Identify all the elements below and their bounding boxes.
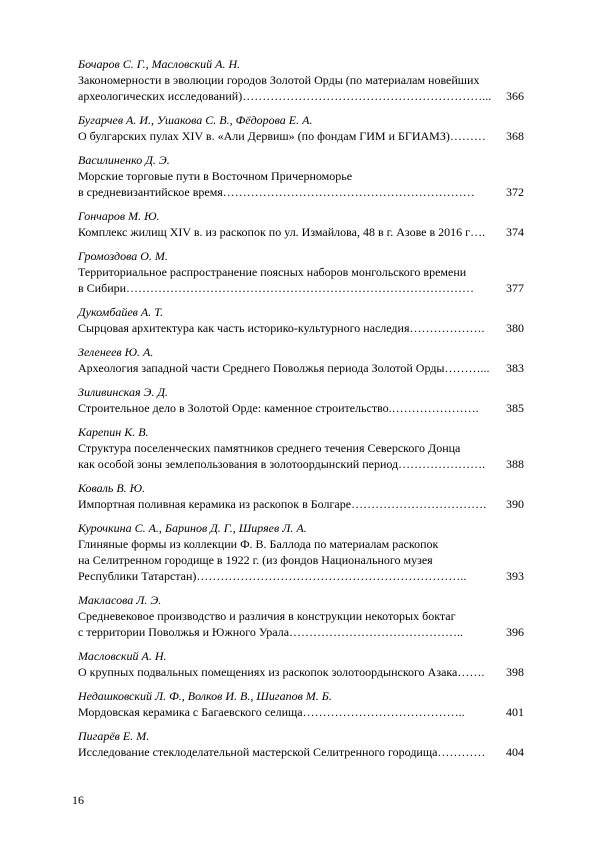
toc-entry-authors: Громоздова О. М. bbox=[78, 249, 168, 263]
toc-entry bbox=[78, 384, 524, 416]
toc-entry-title-text: О крупных подвальных помещениях из раскопок золотоордынского Азака……. bbox=[78, 665, 485, 679]
toc-entry-title-line bbox=[78, 88, 524, 104]
toc-entry-title-line bbox=[78, 664, 524, 680]
toc-entry-authors: Пигарёв Е. М. bbox=[78, 729, 150, 743]
toc-entry-title-text: Республики Татарстан)………………………………………………………….. bbox=[78, 569, 467, 583]
toc-entry-title-text: с территории Поволжья и Южного Урала…………………………………….. bbox=[78, 625, 464, 639]
toc-entry-title-text: археологических исследований)……………………………………………………... bbox=[78, 89, 492, 103]
toc-entry-page-number: 404 bbox=[506, 745, 524, 759]
toc-entry-title-text: Морские торговые пути в Восточном Причерноморье bbox=[78, 169, 353, 183]
toc-entry bbox=[78, 56, 524, 104]
toc-entry-title-text: Глиняные формы из коллекции Ф. В. Баллода по материалам раскопок bbox=[78, 537, 439, 551]
toc-entry-page-number: 396 bbox=[506, 625, 524, 639]
toc-entry-authors: Курочкина С. А., Баринов Д. Г., Ширяев Л. А. bbox=[78, 521, 307, 535]
toc-entry-page-number: 374 bbox=[506, 225, 524, 239]
toc-entry-title-line bbox=[78, 536, 524, 552]
toc-entry-page-number: 372 bbox=[506, 185, 524, 199]
toc-entry-page-number: 398 bbox=[506, 665, 524, 679]
toc-entry-title-line bbox=[78, 744, 524, 760]
toc-entry bbox=[78, 344, 524, 376]
toc-entry bbox=[78, 304, 524, 336]
toc-entry-page-number: 385 bbox=[506, 401, 524, 415]
page-number: 16 bbox=[72, 793, 84, 807]
toc-entry bbox=[78, 248, 524, 296]
toc-entry-page-number: 380 bbox=[506, 321, 524, 335]
toc-entry-page-number: 377 bbox=[506, 281, 524, 295]
toc-entry-authors: Масловский А. Н. bbox=[78, 649, 167, 663]
toc-entry-title-text: Структура поселенческих памятников среднего течения Северского Донца bbox=[78, 441, 461, 455]
toc-entry bbox=[78, 728, 524, 760]
toc-entry-page-number: 388 bbox=[506, 457, 524, 471]
toc-entry-authors: Карепин К. В. bbox=[78, 425, 149, 439]
toc-entry-title-line bbox=[78, 496, 524, 512]
toc-entry-page-number: 393 bbox=[506, 569, 524, 583]
toc-entry-title-text: Средневековое производство и различия в конструкции некоторых боктаг bbox=[78, 609, 456, 623]
toc-entry-title-line bbox=[78, 184, 524, 200]
toc-entry-page-number: 383 bbox=[506, 361, 524, 375]
toc-entry-title-text: в Сибири…………………………………………………………………………… bbox=[78, 281, 475, 295]
toc-entry-title-line bbox=[78, 264, 524, 280]
toc-entry-page-number: 390 bbox=[506, 497, 524, 511]
toc-entry-title-line bbox=[78, 456, 524, 472]
toc-entry-title-line bbox=[78, 552, 524, 568]
toc-entry-title-text: Территориальное распространение поясных наборов монгольского времени bbox=[78, 265, 467, 279]
toc-entry-page-number: 366 bbox=[506, 89, 524, 103]
toc-entry bbox=[78, 520, 524, 584]
toc-entry-authors: Василиненко Д. Э. bbox=[78, 153, 170, 167]
toc-entry-title-text: Мордовская керамика с Багаевского селища………………………………….. bbox=[78, 705, 465, 719]
toc-entry-title-line bbox=[78, 72, 524, 88]
toc-entry-title-line bbox=[78, 224, 524, 240]
toc-entry bbox=[78, 112, 524, 144]
toc-entry-title-line bbox=[78, 128, 524, 144]
toc-entry bbox=[78, 688, 524, 720]
toc-entry-title-line bbox=[78, 624, 524, 640]
toc-entry-title-line bbox=[78, 168, 524, 184]
toc-entry-page-number: 401 bbox=[506, 705, 524, 719]
toc-entry bbox=[78, 208, 524, 240]
toc-entry-authors: Бугарчев А. И., Ушакова С. В., Фёдорова Е. А. bbox=[78, 113, 313, 127]
toc-entry-title-line bbox=[78, 360, 524, 376]
toc-entry-authors: Зиливинская Э. Д. bbox=[78, 385, 169, 399]
toc-entry-title-line bbox=[78, 608, 524, 624]
toc-entry bbox=[78, 592, 524, 640]
toc-entry-page-number: 368 bbox=[506, 129, 524, 143]
toc-entry-title-line bbox=[78, 704, 524, 720]
toc-entry-title-line bbox=[78, 400, 524, 416]
toc-entry-title-text: Исследование стеклоделательной мастерской Селитренного городища………… bbox=[78, 745, 486, 759]
toc-entry-title-text: Сырцовая архитектура как часть историко-культурного наследия………………. bbox=[78, 321, 485, 335]
toc-entry-authors: Бочаров С. Г., Масловский А. Н. bbox=[78, 57, 241, 71]
toc-entry-title-text: как особой зоны землепользования в золотоордынский период…………………. bbox=[78, 457, 486, 471]
toc-entry-authors: Дукомбайев А. Т. bbox=[78, 305, 164, 319]
toc-entry-title-line bbox=[78, 440, 524, 456]
toc-entry-title-line bbox=[78, 568, 524, 584]
toc-entry-title-text: Импортная поливная керамика из раскопок в Болгаре……………………………. bbox=[78, 497, 487, 511]
toc-entry-title-text: на Селитренном городище в 1922 г. (из фондов Национального музея bbox=[78, 553, 433, 567]
toc-entry-title-line bbox=[78, 280, 524, 296]
toc-entry-authors: Недашковский Л. Ф., Волков И. В., Шигапов М. Б. bbox=[78, 689, 332, 703]
toc-entry-authors: Коваль В. Ю. bbox=[78, 481, 146, 495]
toc-entry-title-text: Археология западной части Среднего Поволжья периода Золотой Орды………... bbox=[78, 361, 490, 375]
toc-entry-authors: Гончаров М. Ю. bbox=[78, 209, 160, 223]
toc-entry bbox=[78, 424, 524, 472]
toc-entry-authors: Зеленеев Ю. А. bbox=[78, 345, 154, 359]
toc-entry bbox=[78, 648, 524, 680]
toc-entry-title-line bbox=[78, 320, 524, 336]
toc-entry-title-text: Строительное дело в Золотой Орде: каменное строительство.…………………. bbox=[78, 401, 479, 415]
toc-entry bbox=[78, 480, 524, 512]
toc-entry-title-text: Закономерности в эволюции городов Золотой Орды (по материалам новейших bbox=[78, 73, 480, 87]
toc-entry-authors: Макласова Л. Э. bbox=[78, 593, 162, 607]
toc-entry-title-text: в средневизантийское время……………………………………………………… bbox=[78, 185, 475, 199]
toc-entry bbox=[78, 152, 524, 200]
toc-entry-title-text: Комплекс жилищ XIV в. из раскопок по ул. Измайлова, 48 в г. Азове в 2016 г…. bbox=[78, 225, 486, 239]
toc-entry-title-text: О булгарских пулах XIV в. «Али Дервиш» (по фондам ГИМ и БГИАМЗ)……… bbox=[78, 129, 486, 143]
